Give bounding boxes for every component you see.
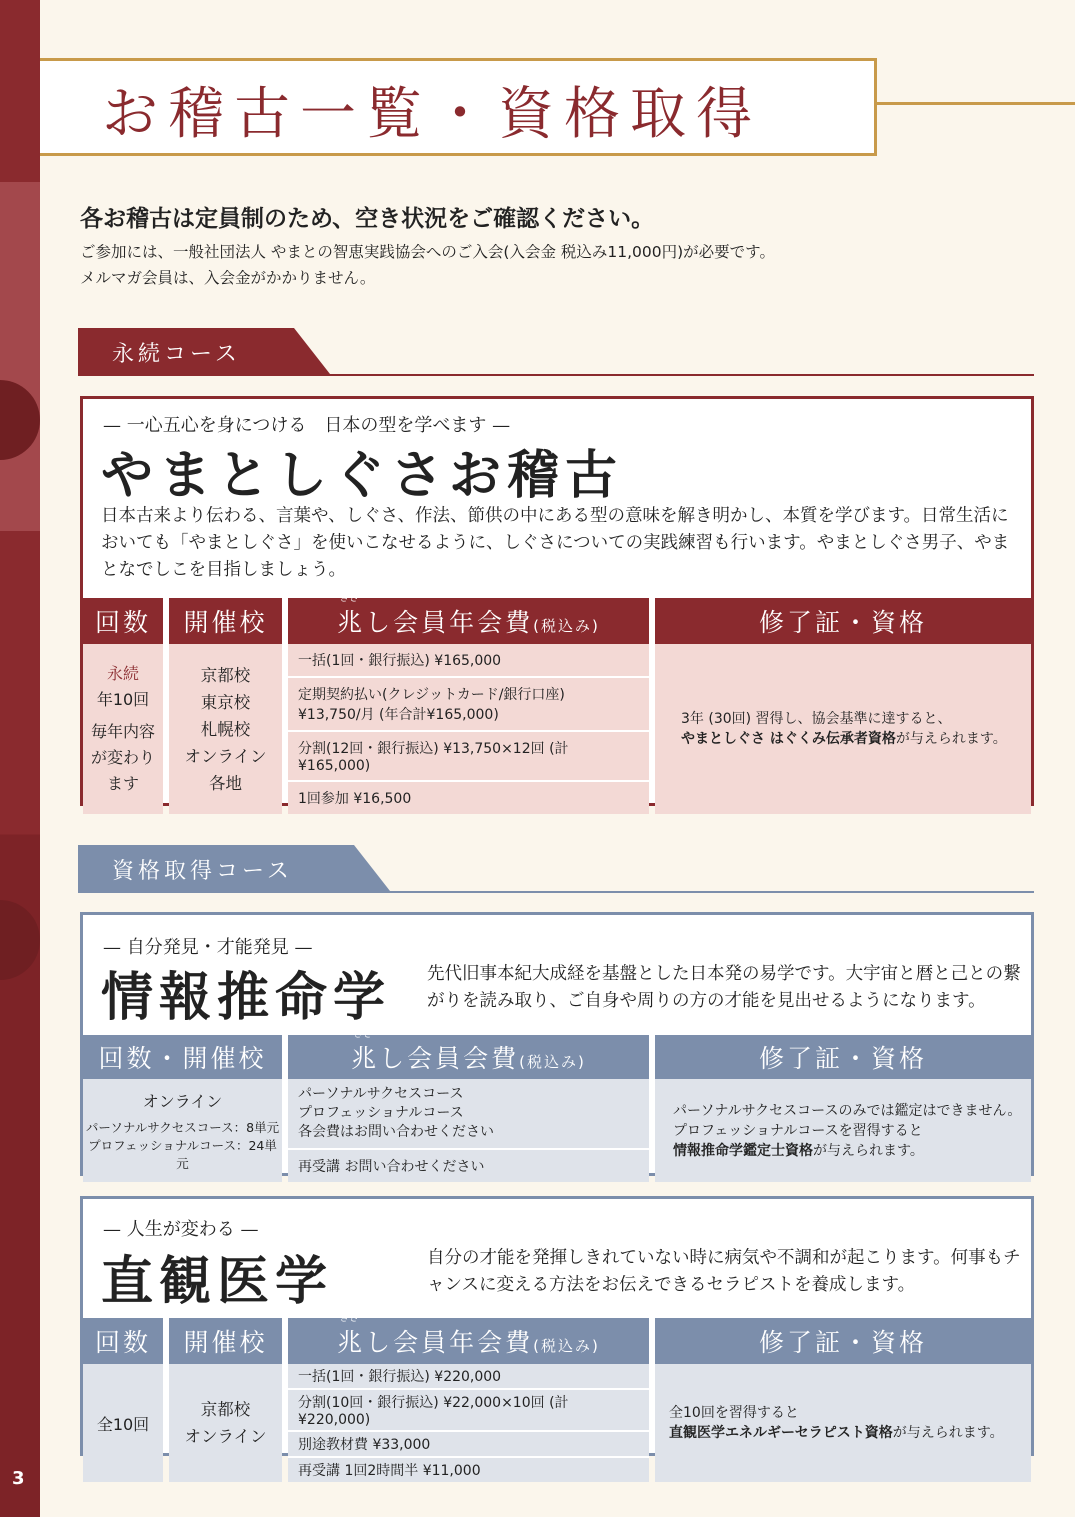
count-eternal: 永続: [106, 664, 139, 683]
course-description: 自分の才能を発揮しきれていない時に病気や不調和が起こります。何事もチャンスに変える方法をお伝えできるセラピストを養成します。: [427, 1248, 1021, 1295]
section-tag-shikaku: [78, 845, 390, 891]
header-fee: [288, 593, 649, 644]
cert-text: [669, 1423, 1031, 1443]
course-table-yamato: [83, 593, 1031, 814]
section-rule: [78, 891, 1034, 893]
course-catch: — 人生が変わる —: [103, 1219, 259, 1240]
school-item: オンライン: [184, 746, 267, 766]
fee-cell: [288, 1364, 649, 1482]
section-tag-label: 永続コース: [112, 342, 241, 367]
cert-qualification: やまとしぐさ はぐくみ伝承者資格: [681, 731, 896, 747]
header-cert: 修了証・資格: [655, 598, 1031, 644]
cert-qualification: 直観医学エネルギーセラピスト資格: [669, 1425, 893, 1441]
left-decorative-bar: [0, 0, 40, 1517]
flower-decoration: [0, 900, 40, 980]
intro-note: ご参加には、一般社団法人 やまとの智恵実践協会へのご入会(入会金 税込み11,000円)が必要です。: [80, 243, 775, 261]
course-name: やまとしぐさお稽古: [101, 445, 624, 506]
page-number: 3: [12, 1468, 25, 1489]
fee-item: 分割(10回・銀行振込) ¥22,000×10回 (計¥220,000): [288, 1390, 649, 1432]
header-cert: 修了証・資格: [655, 1035, 1031, 1079]
course-description: 日本古来より伝わる、言葉や、しぐさ、作法、節供の中にある型の意味を解き明かし、本質を学びます。日常生活においても「やまとしぐさ」を使いこなせるように、しぐさについての実践練習も行います。やまとしぐさ男子、やまとなでしこを目指しましょう。: [101, 506, 1010, 580]
cert-cell: [655, 1079, 1031, 1182]
fee-item: 再受講 1回2時間半 ¥11,000: [298, 1463, 481, 1479]
fee-item: 別途教材費 ¥33,000: [288, 1432, 649, 1458]
school-cell: [169, 1364, 282, 1482]
section-rule: [78, 374, 1034, 376]
flower-decoration: [0, 380, 40, 460]
header-fee: [288, 1313, 649, 1364]
fee-item-line: 各会費はお問い合わせください: [298, 1124, 494, 1140]
cert-text: プロフェッショナルコースを習得すると: [673, 1122, 923, 1139]
course-name: 情報推命学: [101, 967, 392, 1028]
section-tag-eizoku: [78, 328, 330, 374]
count-note: が変わり: [90, 748, 155, 767]
fee-item: [288, 678, 649, 732]
school-item: オンライン: [142, 1092, 223, 1111]
fee-tax-note: (税込み): [533, 617, 600, 635]
fee-ruby: きざ: [353, 1029, 374, 1040]
school-item: 札幌校: [200, 719, 251, 739]
school-item: 京都校: [200, 665, 251, 685]
fee-item-line: 定期契約払い(クレジットカード/銀行口座): [298, 687, 565, 703]
fee-cell: [288, 644, 649, 814]
school-item: オンライン: [184, 1427, 267, 1446]
school-item: 東京校: [200, 692, 251, 712]
title-rule: [874, 102, 1075, 105]
cert-cell: [655, 1364, 1031, 1482]
cert-text: 3年 (30回) 習得し、協会基準に達すると、: [681, 711, 952, 727]
fee-item: 分割(12回・銀行振込) ¥13,750×12回 (計¥165,000): [288, 732, 649, 782]
count-cell: [83, 644, 163, 814]
header-school: 開催校: [169, 1318, 282, 1364]
header-school: 開催校: [169, 598, 282, 644]
cert-qualification: 情報推命学鑑定士資格: [673, 1142, 813, 1159]
header-count-school: 回数・開催校: [83, 1035, 282, 1079]
course-table-joho: [83, 1029, 1031, 1182]
fee-item: [288, 1079, 649, 1150]
course-catch: — 自分発見・才能発見 —: [103, 937, 313, 958]
header-cert: 修了証・資格: [655, 1318, 1031, 1364]
fee-item: 1回参加 ¥16,500: [298, 791, 412, 807]
fee-label: 兆し会員会費: [351, 1044, 520, 1073]
page-title: お稽古一覧・資格取得: [102, 82, 762, 147]
unit-item: プロフェッショナルコース：24単元: [88, 1138, 277, 1171]
cert-text: [681, 729, 1031, 749]
section-tag-label: 資格取得コース: [112, 859, 293, 884]
unit-item: パーソナルサクセスコース：8単元: [85, 1120, 280, 1135]
fee-item: 再受講 お問い合わせください: [298, 1159, 485, 1175]
course-name: 直観医学: [101, 1251, 334, 1312]
cert-text: 全10回を習得すると: [669, 1405, 799, 1421]
count-note: ます: [106, 774, 139, 793]
cert-text-rest: が与えられます。: [895, 731, 1007, 747]
fee-item: 一括(1回・銀行振込) ¥220,000: [288, 1364, 649, 1390]
cert-text-rest: が与えられます。: [813, 1142, 924, 1159]
count-per-year: 年10回: [96, 690, 150, 709]
school-item: 各地: [209, 773, 242, 793]
fee-item-line: ¥13,750/月 (年合計¥165,000): [298, 707, 499, 723]
school-cell: [83, 1079, 282, 1182]
course-catch: — 一心五心を身につける 日本の型を学べます —: [103, 415, 511, 436]
fee-item: 一括(1回・銀行振込) ¥165,000: [288, 644, 649, 678]
school-item: 京都校: [200, 1400, 251, 1419]
fee-label: 兆し会員年会費: [337, 1328, 534, 1357]
course-description: 先代旧事本紀大成経を基盤とした日本発の易学です。大宇宙と暦と己との繋がりを読み取り、ご自身や周りの方の才能を見出せるようになります。: [427, 964, 1021, 1011]
header-count: 回数: [83, 598, 163, 644]
header-count: 回数: [83, 1318, 163, 1364]
fee-tax-note: (税込み): [519, 1053, 586, 1071]
fee-item-line: パーソナルサクセスコース: [298, 1086, 464, 1102]
count-note: 毎年内容: [90, 722, 155, 741]
count-cell: 全10回: [83, 1364, 163, 1482]
school-cell: [169, 644, 282, 814]
intro-note: メルマガ会員は、入会金がかかりません。: [80, 269, 376, 287]
header-fee: [288, 1029, 649, 1079]
fee-cell: [288, 1079, 649, 1182]
fee-ruby: きざ: [339, 593, 360, 604]
cert-text: パーソナルサクセスコースのみでは鑑定はできません。: [673, 1102, 1022, 1119]
cert-text: [673, 1141, 1031, 1161]
fee-item-line: プロフェッショナルコース: [298, 1105, 464, 1121]
fee-ruby: きざ: [339, 1313, 360, 1324]
course-table-chokkan: [83, 1313, 1031, 1482]
cert-cell: [655, 644, 1031, 814]
fee-tax-note: (税込み): [533, 1337, 600, 1355]
cert-text-rest: が与えられます。: [892, 1425, 1004, 1441]
intro-lead: 各お稽古は定員制のため、空き状況をご確認ください。: [80, 206, 655, 232]
fee-label: 兆し会員年会費: [337, 608, 534, 637]
